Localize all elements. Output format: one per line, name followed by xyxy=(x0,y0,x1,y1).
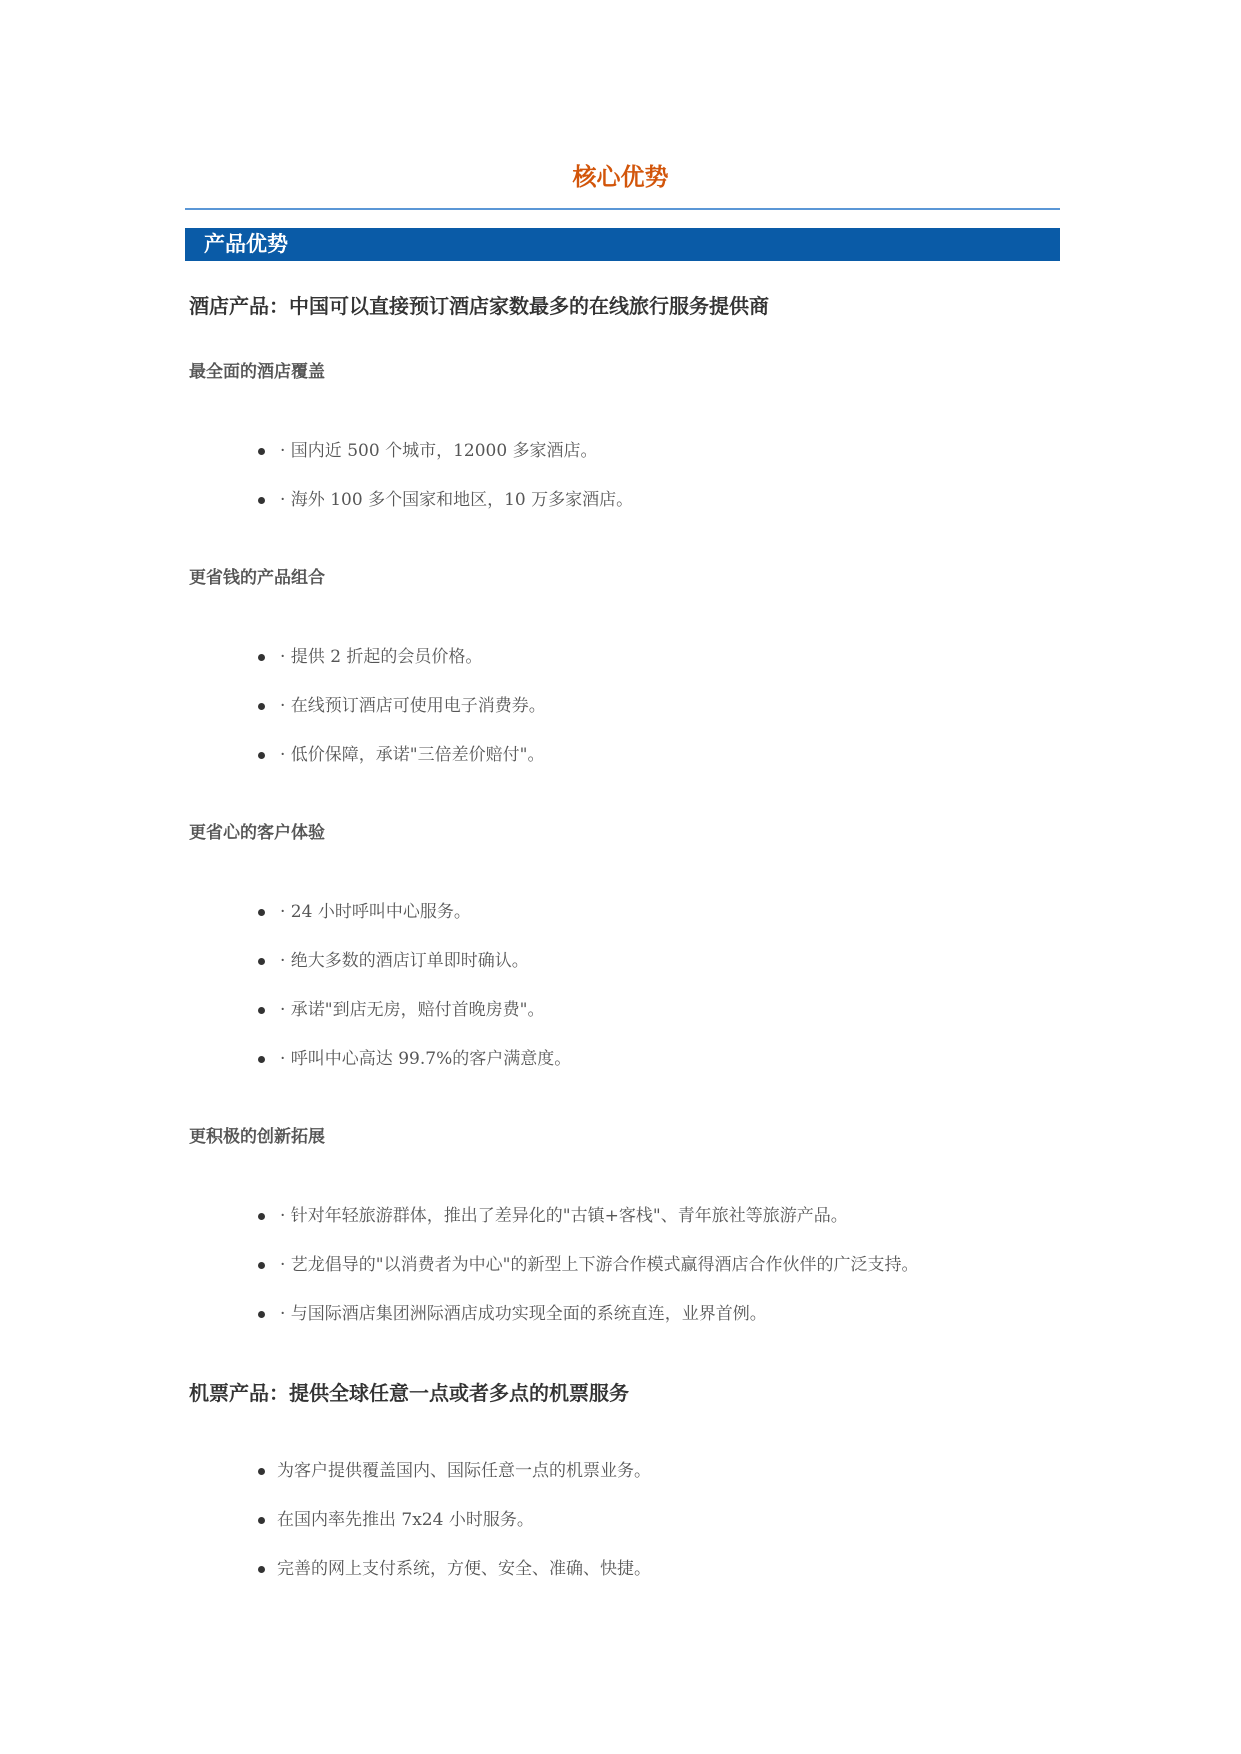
bullet-icon xyxy=(258,909,265,916)
bullet-icon xyxy=(258,1213,265,1220)
value-combo-heading: 更省钱的产品组合 xyxy=(189,568,325,588)
bullet-icon xyxy=(258,448,265,455)
bullet-icon xyxy=(258,1517,265,1524)
customer-experience-heading: 更省心的客户体验 xyxy=(189,823,325,843)
bullet-icon xyxy=(258,654,265,661)
page-title: 核心优势 xyxy=(572,163,669,191)
bullet-icon xyxy=(258,1468,265,1475)
bullet-icon xyxy=(258,958,265,965)
bullet-icon xyxy=(258,1566,265,1573)
section-header-product-advantages: 产品优势 xyxy=(185,228,1060,261)
bullet-icon xyxy=(258,1262,265,1269)
title-divider xyxy=(185,208,1060,210)
bullet-icon xyxy=(258,1311,265,1318)
hotel-products-heading: 酒店产品：中国可以直接预订酒店家数最多的在线旅行服务提供商 xyxy=(189,294,769,318)
innovation-heading: 更积极的创新拓展 xyxy=(189,1127,325,1147)
bullet-icon xyxy=(258,497,265,504)
bullet-icon xyxy=(258,703,265,710)
flight-products-heading: 机票产品：提供全球任意一点或者多点的机票服务 xyxy=(189,1381,629,1405)
bullet-icon xyxy=(258,752,265,759)
bullet-icon xyxy=(258,1056,265,1063)
bullet-icon xyxy=(258,1007,265,1014)
hotel-coverage-heading: 最全面的酒店覆盖 xyxy=(189,362,325,382)
